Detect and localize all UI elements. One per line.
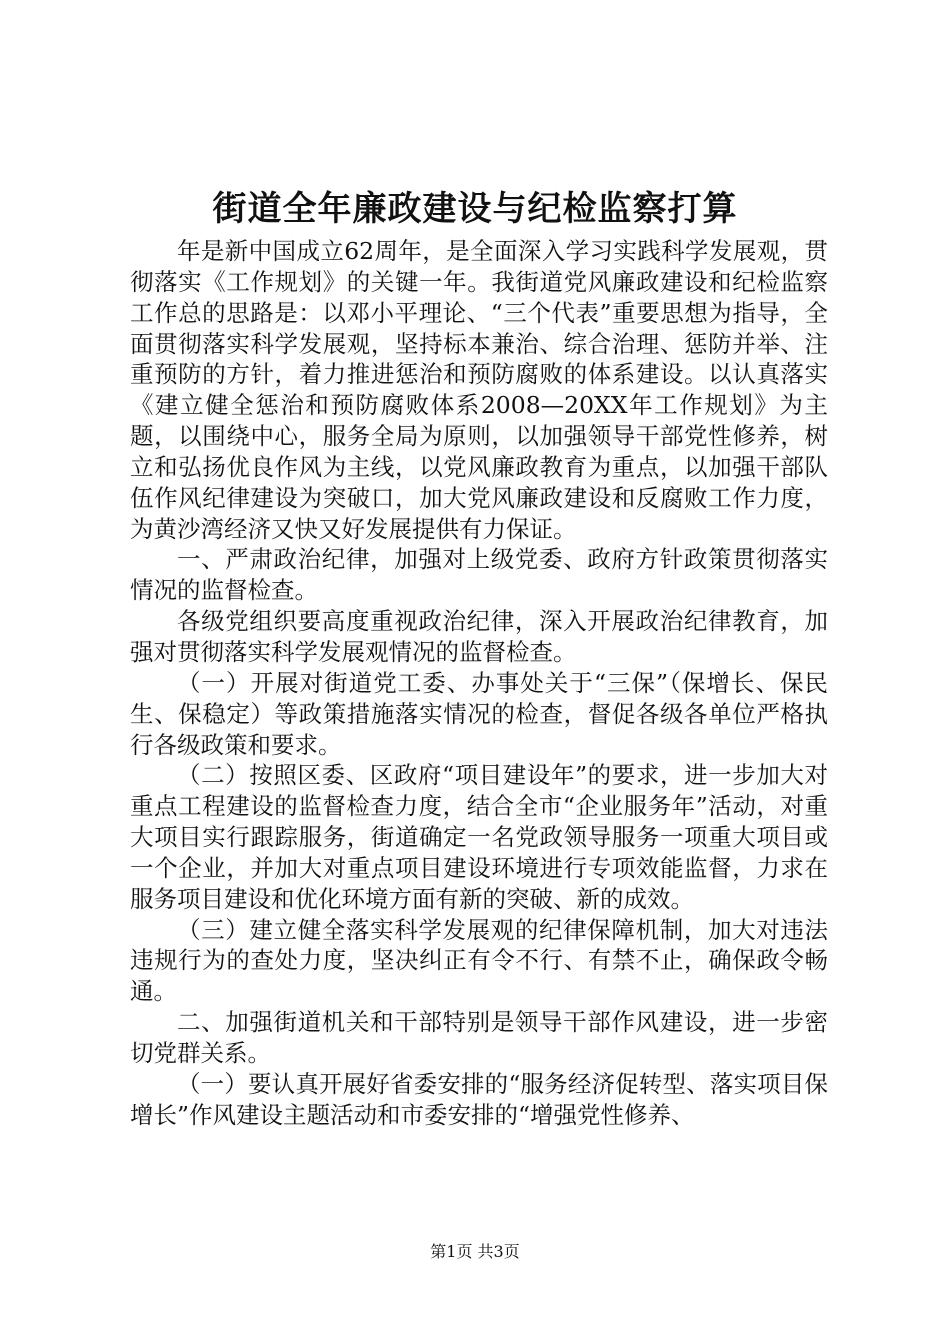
page-number-footer: 第1页 共3页: [430, 1242, 520, 1261]
paragraph-item-1-1: （一）开展对街道党工委、办事处关于“三保”（保增长、保民生、保稳定）等政策措施落实情况的检查，督促各级各单位严格执行各级政策和要求。: [130, 668, 828, 759]
paragraph-intro: 年是新中国成立62周年，是全面深入学习实践科学发展观，贯彻落实《工作规划》的关键一年。我街道党风廉政建设和纪检监察工作总的思路是：以邓小平理论、“三个代表”重要思想为指导，全面贯彻落实科学发展观，坚持标本兼治、综合治理、惩防并举、注重预防的方针，着力推进惩治和预防腐败的体系建设。以认真落实《建立健全惩治和预防腐败体系2008—20XX年工作规划》为主题，以围绕中心，服务全局为原则，以加强领导干部党性修养，树立和弘扬优良作风为主线，以党风廉政教育为重点，以加强干部队伍作风纪律建设为突破口，加大党风廉政建设和反腐败工作力度，为黄沙湾经济又快又好发展提供有力保证。: [130, 237, 828, 543]
paragraph: 各级党组织要高度重视政治纪律，深入开展政治纪律教育，加强对贯彻落实科学发展观情况的监督检查。: [130, 607, 828, 666]
document-title: 街道全年廉政建设与纪检监察打算: [212, 189, 738, 229]
paragraph-item-1-3: （三）建立健全落实科学发展观的纪律保障机制，加大对违法违规行为的查处力度，坚决纠正有令不行、有禁不止，确保政令畅通。: [130, 915, 828, 1006]
section-heading-2: 二、加强街道机关和干部特别是领导干部作风建设，进一步密切党群关系。: [130, 1008, 828, 1067]
section-heading-1: 一、严肃政治纪律，加强对上级党委、政府方针政策贯彻落实情况的监督检查。: [130, 545, 828, 605]
document-body: [130, 236, 828, 1130]
paragraph-item-1-2: （二）按照区委、区政府“项目建设年”的要求，进一步加大对重点工程建设的监督检查力度，结合全市“企业服务年”活动，对重大项目实行跟踪服务，街道确定一名党政领导服务一项重大项目或一个企业，并加大对重点项目建设环境进行专项效能监督，力求在服务项目建设和优化环境方面有新的突破、新的成效。: [130, 761, 828, 913]
paragraph-item-2-1: （一）要认真开展好省委安排的“服务经济促转型、落实项目保增长”作风建设主题活动和市委安排的“增强党性修养、: [130, 1069, 828, 1129]
